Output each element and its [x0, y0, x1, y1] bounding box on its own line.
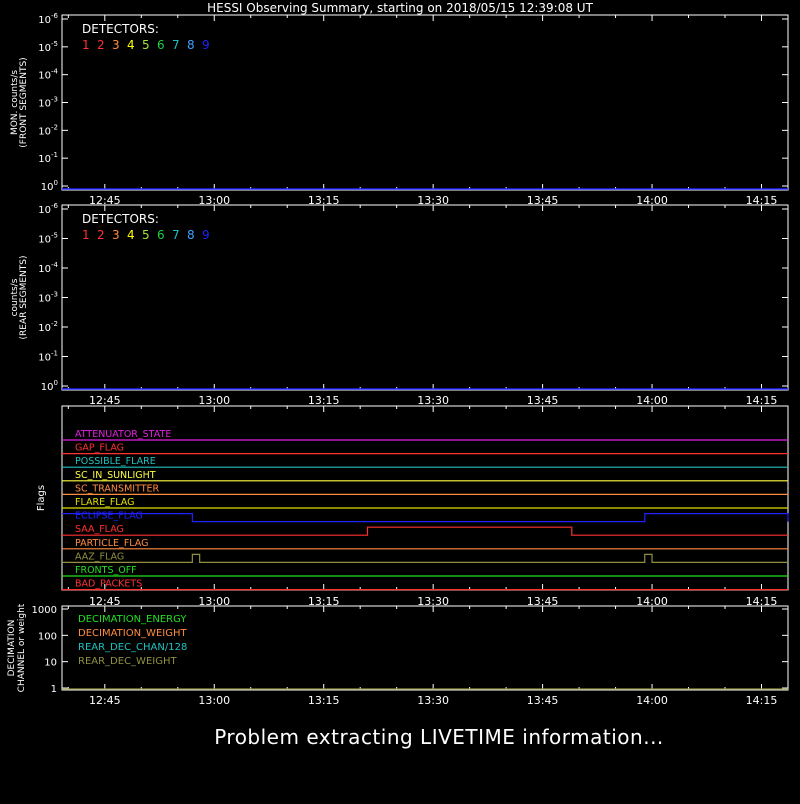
front-panel-frame [62, 15, 788, 190]
flag-label: ATTENUATOR_STATE [75, 429, 172, 440]
rear-panel-legend-item: 8 [187, 228, 195, 242]
flag-label: ECLIPSE_FLAG [75, 510, 143, 522]
front-panel-legend-item: 7 [172, 38, 180, 52]
flag-trace [62, 514, 788, 522]
decimation-panel-xtick-label: 14:15 [745, 694, 778, 707]
rear-panel-ytick-label: $10^{-5}$ [38, 231, 58, 246]
rear-panel-xtick-label: 14:00 [636, 394, 668, 407]
front-panel-legend-item: 8 [187, 38, 195, 52]
front-panel-ytick-label: $10^{-2}$ [38, 123, 58, 138]
flag-label: FLARE_FLAG [75, 497, 135, 508]
rear-panel-ytick-label: $10^{-1}$ [38, 349, 58, 364]
decimation-panel-xtick-label: 14:00 [636, 694, 668, 707]
flags-panel-xtick-label: 13:15 [307, 595, 340, 608]
front-panel-legend-item: 5 [142, 38, 150, 52]
front-panel-xtick-label: 13:30 [417, 194, 449, 207]
flag-label: POSSIBLE_FLARE [75, 456, 156, 468]
front-panel-legend-item: 2 [97, 38, 105, 52]
front-panel-ytick-label: $10^{-1}$ [38, 151, 58, 166]
decimation-panel-ylabel: CHANNEL or weight [17, 603, 27, 693]
front-panel-legend-item: 1 [82, 38, 90, 52]
front-panel-xtick-label: 13:45 [526, 194, 559, 207]
rear-panel-ylabel: (REAR SEGMENTS) [19, 255, 29, 340]
decimation-panel-xtick-label: 13:15 [307, 694, 340, 707]
livetime-message: Problem extracting LIVETIME information... [214, 725, 664, 749]
front-panel-xtick-label: 12:45 [88, 194, 121, 207]
rear-panel-legend-item: 7 [172, 228, 180, 242]
flags-panel-xtick-label: 13:00 [198, 595, 231, 608]
decimation-panel-ylabel: DECIMATION [7, 619, 17, 677]
rear-panel-xtick-label: 13:45 [526, 394, 559, 407]
rear-panel-ytick-label: $10^{-6}$ [38, 202, 58, 216]
front-panel-legend-item: 3 [112, 38, 120, 52]
flag-trace [62, 527, 788, 535]
front-panel-legend-item: 6 [157, 38, 165, 52]
decimation-panel-ytick-label: 1000 [31, 605, 57, 616]
rear-panel-legend-item: 2 [97, 228, 105, 242]
front-panel-xtick-label: 13:15 [307, 194, 340, 207]
front-panel-legend-item: 4 [127, 38, 135, 52]
flags-ylabel: Flags [36, 484, 47, 512]
decimation-panel-xtick-label: 13:30 [417, 694, 449, 707]
flag-label: FRONTS_OFF [75, 565, 137, 576]
front-panel-ytick-label: $10^{-3}$ [38, 95, 58, 110]
decimation-panel-xtick-label: 12:45 [88, 694, 121, 707]
rear-panel-legend-item: 6 [157, 228, 165, 242]
decimation-panel-ytick-label: 100 [37, 631, 57, 643]
front-panel-xtick-label: 14:00 [636, 194, 668, 207]
flag-label: AAZ_FLAG [75, 551, 125, 563]
flags-panel-xtick-label: 13:45 [526, 595, 559, 608]
front-panel-legend-title: DETECTORS: [82, 22, 159, 36]
flag-label: SAA_FLAG [75, 524, 124, 536]
rear-panel-xtick-label: 13:15 [307, 394, 340, 407]
rear-panel-legend-item: 9 [202, 228, 210, 242]
front-panel-xtick-label: 14:15 [745, 194, 778, 207]
decimation-panel-xtick-label: 13:45 [526, 694, 559, 707]
flags-panel-xtick-label: 12:45 [88, 595, 121, 608]
rear-panel-xtick-label: 12:45 [88, 394, 121, 407]
decimation-panel-ytick-label: 1 [50, 684, 57, 695]
rear-panel-xtick-label: 13:30 [417, 394, 449, 407]
figure-title: HESSI Observing Summary, starting on 2018/05/15 12:39:08 UT [207, 1, 593, 15]
rear-panel-legend-item: 4 [127, 228, 135, 242]
rear-panel-ytick-label: $10^0$ [40, 379, 58, 393]
rear-panel-ytick-label: $10^{-4}$ [38, 261, 58, 275]
rear-panel-ytick-label: $10^{-3}$ [38, 290, 58, 305]
rear-panel-legend-title: DETECTORS: [82, 212, 159, 226]
flags-panel-xtick-label: 14:15 [745, 595, 778, 608]
flag-label: SC_IN_SUNLIGHT [75, 469, 156, 481]
rear-panel-ylabel: counts/s [10, 278, 20, 317]
flag-label: GAP_FLAG [75, 442, 125, 454]
rear-panel-ytick-label: $10^{-2}$ [38, 320, 58, 334]
rear-panel-legend-item: 3 [112, 228, 120, 242]
rear-panel-legend-item: 1 [82, 228, 90, 242]
flag-label: PARTICLE_FLAG [75, 537, 149, 549]
decimation-panel-legend-item: REAR_DEC_CHAN/128 [78, 642, 188, 653]
front-panel-ytick-label: $10^0$ [40, 179, 58, 193]
decimation-panel-xtick-label: 13:00 [198, 694, 231, 707]
front-panel-ytick-label: $10^{-6}$ [38, 12, 58, 26]
front-panel-legend-item: 9 [202, 38, 210, 52]
decimation-panel-ytick-label: 10 [44, 657, 57, 669]
decimation-panel-legend-item: REAR_DEC_WEIGHT [78, 656, 177, 667]
front-panel-ytick-label: $10^{-4}$ [38, 67, 58, 82]
rear-panel-legend-item: 5 [142, 228, 150, 242]
rear-panel-frame [62, 205, 788, 390]
decimation-panel-legend-item: DECIMATION_ENERGY [78, 614, 187, 625]
front-panel-ytick-label: $10^{-5}$ [38, 39, 58, 54]
front-panel-xtick-label: 13:00 [198, 194, 231, 207]
flags-panel-xtick-label: 13:30 [417, 595, 449, 608]
flag-label: SC_TRANSMITTER [75, 483, 160, 495]
rear-panel-xtick-label: 14:15 [745, 394, 778, 407]
rear-panel-xtick-label: 13:00 [198, 394, 231, 407]
flag-trace [62, 554, 788, 562]
flag-label: BAD_PACKETS [75, 578, 143, 590]
decimation-panel-legend-item: DECIMATION_WEIGHT [78, 628, 187, 639]
front-panel-ylabel: (FRONT SEGMENTS) [19, 57, 29, 148]
flags-panel-xtick-label: 14:00 [636, 595, 668, 608]
front-panel-ylabel: MON. counts/s [10, 69, 20, 136]
